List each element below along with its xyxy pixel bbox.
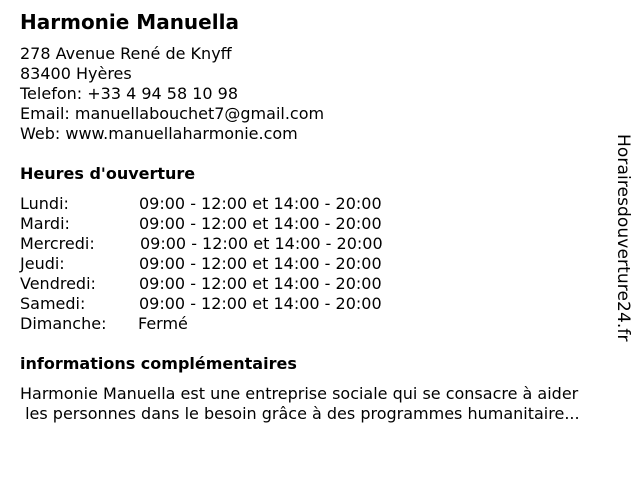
time-value: Fermé	[138, 314, 188, 333]
day-label: Dimanche:	[20, 314, 107, 333]
email-address: Email: manuellabouchet7@gmail.com	[20, 104, 325, 123]
time-value: 09:00 - 12:00 et 14:00 - 20:00	[139, 254, 382, 273]
time-value: 09:00 - 12:00 et 14:00 - 20:00	[139, 294, 382, 313]
day-label: Mardi:	[20, 214, 70, 233]
time-value: 09:00 - 12:00 et 14:00 - 20:00	[139, 274, 382, 293]
description-line: Harmonie Manuella est une entreprise sociale qui se consacre à aider	[20, 384, 579, 403]
address-city: 83400 Hyères	[20, 64, 132, 83]
website-url: Web: www.manuellaharmonie.com	[20, 124, 298, 143]
address-street: 278 Avenue René de Knyff	[20, 44, 232, 63]
day-label: Samedi:	[20, 294, 86, 313]
day-label: Lundi:	[20, 194, 69, 213]
time-value: 09:00 - 12:00 et 14:00 - 20:00	[140, 234, 383, 253]
phone-number: Telefon: +33 4 94 58 10 98	[20, 84, 239, 103]
site-watermark: Horairesdouverture24.fr	[613, 134, 633, 342]
time-value: 09:00 - 12:00 et 14:00 - 20:00	[139, 214, 382, 233]
time-value: 09:00 - 12:00 et 14:00 - 20:00	[139, 194, 382, 213]
business-description	[20, 384, 632, 424]
contact-block	[20, 44, 324, 144]
description-line: les personnes dans le besoin grâce à des programmes humanitaire...	[20, 404, 580, 423]
day-label: Vendredi:	[20, 274, 96, 293]
day-label: Mercredi:	[20, 234, 95, 253]
info-heading: informations complémentaires	[20, 354, 297, 373]
day-label: Jeudi:	[20, 254, 65, 273]
business-name: Harmonie Manuella	[20, 10, 239, 34]
hours-heading: Heures d'ouverture	[20, 164, 196, 183]
